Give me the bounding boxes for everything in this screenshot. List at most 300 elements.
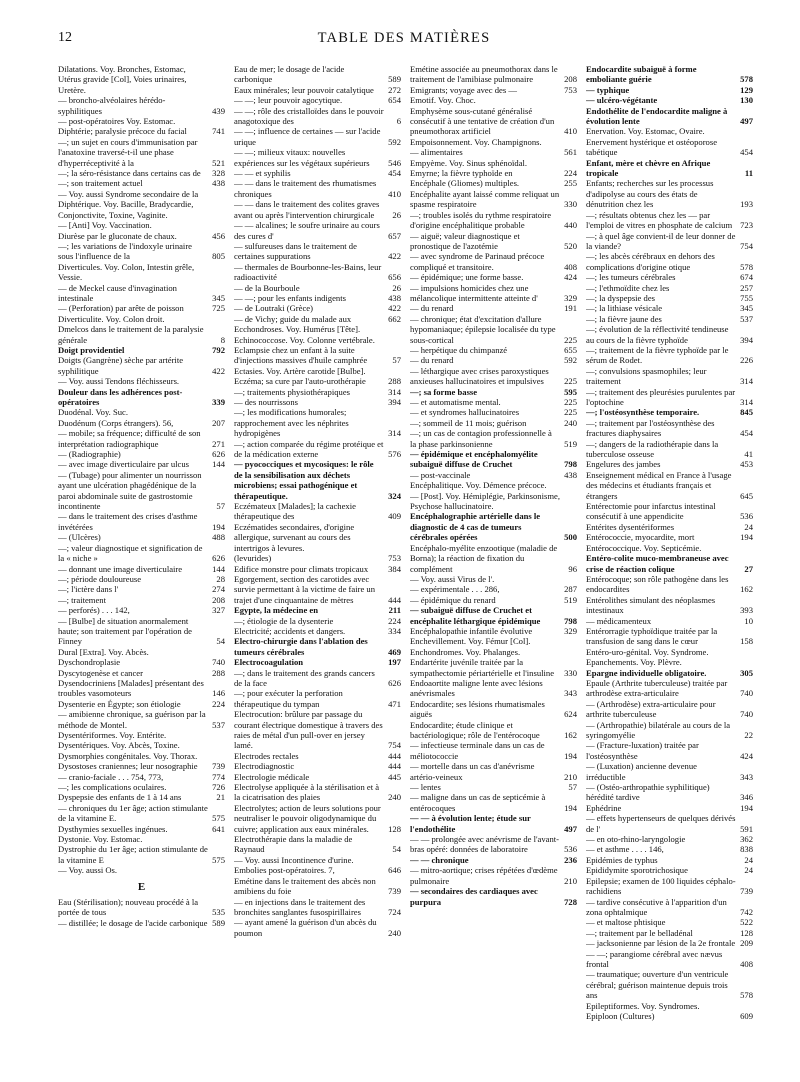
entry-page-number: 578 <box>740 990 753 1001</box>
entry-page-number: 792 <box>212 344 225 355</box>
entry-text: — — chronique <box>410 854 469 865</box>
entry-page-number: 162 <box>740 584 753 595</box>
entry-page-number: 520 <box>564 240 577 251</box>
entry-text: Eczémateux [Malades]; la cachexie thérapeutique des <box>234 501 356 522</box>
index-entry <box>58 782 225 792</box>
entry-page-number: 522 <box>740 917 753 928</box>
entry-text: Eau (Stérilisation); nouveau procédé à la portée de tous <box>58 896 199 918</box>
entry-page-number: 240 <box>388 792 401 803</box>
index-entry <box>410 106 577 137</box>
index-entry <box>586 574 753 595</box>
entry-page-number: 488 <box>212 532 225 543</box>
entry-page-number: 255 <box>564 178 577 189</box>
index-entry <box>586 137 753 158</box>
index-entry <box>586 647 753 657</box>
index-entry <box>586 761 753 782</box>
entry-page-number: 589 <box>212 917 225 928</box>
index-entry <box>586 210 753 231</box>
page-header <box>58 30 750 52</box>
entry-text: —; troubles isolés du rythme respiratoire d'origine encéphalitique probable <box>410 209 552 231</box>
entry-text: Epileptiformes. Voy. Syndromes. <box>586 1000 700 1011</box>
index-entry <box>410 168 577 178</box>
entry-text: Entérococcique. Voy. Septicémie. <box>586 542 702 553</box>
entry-page-number: 740 <box>740 688 753 699</box>
index-entry <box>234 501 401 522</box>
entry-text: Entérolithes simulant des néoplasmes intestinaux <box>586 594 716 616</box>
index-entry <box>234 782 401 803</box>
index-entry <box>58 595 225 605</box>
entry-page-number: 591 <box>740 823 753 834</box>
entry-page-number: 240 <box>388 927 401 938</box>
index-entry <box>410 418 577 428</box>
index-entry <box>58 709 225 730</box>
entry-page-number: 26 <box>392 209 401 220</box>
entry-text: — épidémique; une forme basse. <box>410 272 524 283</box>
index-entry <box>586 345 753 366</box>
entry-text: — expérimentale . . . 286, <box>410 584 500 595</box>
index-entry <box>234 85 401 95</box>
entry-text: — léthargique avec crises paroxystiques anxieuses hallucinatoires et impulsives <box>410 365 549 387</box>
entry-text: Dysostoses craniennes; leur nosographie <box>58 761 198 772</box>
index-entry <box>410 678 577 699</box>
index-entry <box>58 918 225 928</box>
entry-text: — amibienne chronique, sa guérison par la méthode de Montel. <box>58 709 206 730</box>
entry-text: — typhique <box>586 84 630 95</box>
entry-text: — —; milieux vitaux: nouvelles expériences sur les végétaux supérieurs <box>234 147 370 168</box>
entry-text: —; sommeil de 11 mois; guérison <box>410 417 527 428</box>
entry-page-number: 592 <box>564 355 577 366</box>
entry-page-number: 130 <box>740 95 753 106</box>
entry-page-number: 422 <box>212 365 225 376</box>
entry-page-number: 798 <box>564 615 577 626</box>
entry-page-number: 646 <box>388 865 401 876</box>
entry-page-number: 500 <box>564 532 577 543</box>
entry-text: —; les abcès cérébraux en dehors des complications d'origine otique <box>586 251 715 272</box>
index-entry <box>410 491 577 512</box>
entry-page-number: 193 <box>740 199 753 210</box>
index-entry <box>234 688 401 709</box>
entry-page-number: 422 <box>388 303 401 314</box>
entry-text: — post-opératoires Voy. Estomac. <box>58 116 176 127</box>
index-entry <box>58 189 225 199</box>
entry-page-number: 439 <box>212 105 225 116</box>
index-entry <box>410 85 577 95</box>
entry-page-number: 226 <box>740 355 753 366</box>
entry-page-number: 641 <box>212 823 225 834</box>
entry-text: — du renard <box>410 303 454 314</box>
index-entry <box>410 407 577 417</box>
index-entry <box>586 178 753 209</box>
entry-page-number: 440 <box>564 220 577 231</box>
entry-page-number: 57 <box>216 501 225 512</box>
index-entry <box>410 605 577 626</box>
index-entry <box>234 803 401 834</box>
index-entry <box>58 844 225 865</box>
entry-text: Endocardite; étude clinique et bactériologique; rôle de l'entérocoque <box>410 719 540 740</box>
entry-text: — —; parangiome cérébral avec nævus frontal <box>586 948 723 969</box>
entry-page-number: 624 <box>564 709 577 720</box>
entry-text: Diphtérique. Voy. Bacille, Bradycardie, Conjonctivite, Toxine, Vaginite. <box>58 199 194 220</box>
entry-text: — herpétique du chimpanzé <box>410 344 508 355</box>
index-entry <box>234 335 401 345</box>
index-entry <box>586 532 753 542</box>
index-entry <box>58 647 225 657</box>
entry-page-number: 314 <box>388 428 401 439</box>
index-entry <box>586 668 753 678</box>
index-entry <box>58 376 225 386</box>
entry-page-number: 28 <box>216 573 225 584</box>
entry-text: —; les complications oculaires. <box>58 782 167 793</box>
index-entry <box>234 636 401 657</box>
entry-page-number: 305 <box>740 667 753 678</box>
index-entry <box>410 595 577 605</box>
entry-text: — Voy. aussi Syndrome secondaire de la <box>58 188 199 199</box>
entry-text: Electrodes rectales <box>234 750 299 761</box>
entry-page-number: 740 <box>740 709 753 720</box>
entry-text: — [Post]. Voy. Hémiplégie, Parkinsonisme, Psychose hallucinatoire. <box>410 490 560 512</box>
entry-text: Eaux minérales; leur pouvoir catalytique <box>234 84 374 95</box>
entry-text: Egorgement, section des carotides avec survie permettant à la victime de faire un trajet d'une cinquantaine de mètres <box>234 573 376 605</box>
entry-text: —; l'ostéosynthèse temporaire. <box>586 407 700 418</box>
entry-text: —; l'ictère dans l' <box>58 584 119 595</box>
entry-text: — —; influence de certaines — sur l'acide urique <box>234 126 381 147</box>
entry-text: — pyococciques et mycosiques: le rôle de la sensibilisation aux déchets microbiens; essai pathogénique et thérapeutique. <box>234 459 374 501</box>
entry-text: Entérites dysentériformes <box>586 521 675 532</box>
index-entry <box>410 834 577 855</box>
entry-text: Electro-chirurgie dans l'ablation des tumeurs cérébrales <box>234 636 368 657</box>
entry-page-number: 314 <box>740 397 753 407</box>
entry-page-number: 595 <box>564 386 577 397</box>
entry-text: —; traitement par l'ostéosynthèse des fractures diaphysaires <box>586 417 715 439</box>
entry-page-number: 224 <box>564 168 577 179</box>
entry-text: Diverticulite. Voy. Colon droit. <box>58 313 165 324</box>
entry-page-number: 445 <box>388 771 401 782</box>
entry-page-number: 728 <box>564 896 577 907</box>
entry-text: Electrocoagulation <box>234 657 304 668</box>
entry-text: Electrocution: brûlure par passage du courant électrique domestique à travers des raies de métal d'un pull-over en jersey lamé. <box>234 709 383 751</box>
index-entry <box>410 449 577 470</box>
entry-text: (levurides) <box>234 553 272 564</box>
entry-text: Electrothérapie dans la maladie de Raynaud <box>234 834 353 855</box>
entry-page-number: 408 <box>740 958 753 969</box>
entry-text: —; période douloureuse <box>58 573 142 584</box>
index-entry <box>410 366 577 387</box>
index-column-4 <box>586 64 753 1070</box>
entry-page-number: 739 <box>388 886 401 897</box>
entry-page-number: 741 <box>212 126 225 137</box>
entry-page-number: 657 <box>388 230 401 241</box>
index-entry <box>410 251 577 272</box>
entry-text: Encéphalographie artérielle dans le diagnostic de 4 cas de tumeurs cérébrales opérées <box>410 511 541 543</box>
entry-text: — donnant une image diverticulaire <box>58 563 183 574</box>
entry-text: Dmelcos dans le traitement de la paralysie générale <box>58 324 204 345</box>
entry-text: — médicamenteux <box>586 615 652 626</box>
index-entry <box>586 876 753 897</box>
entry-text: Encéphale (Gliomes) multiples. <box>410 178 520 189</box>
entry-text: — de la Bourboule <box>234 282 300 293</box>
index-entry <box>586 501 753 522</box>
index-entry <box>586 782 753 803</box>
index-entry <box>234 220 401 241</box>
entry-page-number: 240 <box>564 417 577 428</box>
index-entry <box>58 418 225 428</box>
index-entry <box>58 345 225 355</box>
entry-text: Ecchondroses. Voy. Humérus [Tête]. <box>234 324 361 335</box>
entry-page-number: 497 <box>564 823 577 834</box>
index-entry <box>410 147 577 157</box>
entry-page-number: 589 <box>388 74 401 85</box>
index-entry <box>234 293 401 303</box>
index-entry <box>58 761 225 771</box>
index-entry <box>586 324 753 345</box>
index-entry <box>234 564 401 574</box>
entry-page-number: 519 <box>564 594 577 605</box>
index-entry <box>410 178 577 188</box>
entry-text: Enervation. Voy. Estomac, Ovaire. <box>586 126 705 137</box>
entry-text: Dysendocriniens [Malades] présentant des troubles vasomoteurs <box>58 677 204 699</box>
entry-page-number: 327 <box>212 605 225 616</box>
entry-text: —; valeur diagnostique et signification de la « niche » <box>58 542 203 564</box>
index-entry <box>586 251 753 272</box>
entry-text: —; l'ethmoïdite chez les <box>586 282 670 293</box>
entry-text: Endocardite subaiguë à forme emboliante guérie <box>586 64 697 85</box>
index-entry <box>410 813 577 834</box>
index-entry <box>586 64 753 85</box>
index-entry <box>586 740 753 761</box>
index-entry <box>586 834 753 844</box>
index-entry <box>586 969 753 1000</box>
entry-text: — — et syphilis <box>234 168 291 179</box>
index-entry <box>58 116 225 126</box>
entry-text: Enseignement médical en France à l'usage des médecins et étudiants français et étrangers <box>586 469 732 501</box>
entry-text: —; dans le traitement des grands cancers de la face <box>234 667 375 688</box>
entry-text: Emétine dans le traitement des abcès non amibiens du foie <box>234 875 376 897</box>
index-entry <box>234 95 401 105</box>
entry-text: — — dans le traitement des rhumatismes chroniques <box>234 178 377 199</box>
entry-page-number: 197 <box>388 657 401 668</box>
entry-page-number: 314 <box>388 386 401 397</box>
index-entry <box>586 470 753 501</box>
entry-page-number: 471 <box>388 698 401 709</box>
entry-text: — subaiguë diffuse de Cruchet et encéphalite léthargique épidémique <box>410 605 541 626</box>
index-entry <box>58 241 225 262</box>
index-entry <box>410 272 577 282</box>
entry-page-number: 257 <box>740 282 753 293</box>
entry-page-number: 207 <box>212 417 225 428</box>
index-entry <box>586 314 753 324</box>
entry-page-number: 521 <box>212 157 225 168</box>
index-entry <box>58 231 225 241</box>
entry-text: Electrolytes; action de leurs solutions pour neutraliser le pouvoir oligodynamique du cuivre; application aux eaux minérales. <box>234 802 381 834</box>
entry-page-number: 57 <box>392 355 401 366</box>
index-entry <box>58 283 225 304</box>
entry-text: —; étiologie de la dysenterie <box>234 615 334 626</box>
entry-text: Embolies post-opératoires. 7, <box>234 865 335 876</box>
entry-text: — secondaires des cardiaques avec purpura <box>410 886 538 907</box>
entry-text: — Voy. aussi Incontinence d'urine. <box>234 854 354 865</box>
index-entry <box>234 324 401 334</box>
entry-page-number: 194 <box>564 802 577 813</box>
entry-text: Echinococcose. Voy. Colonne vertébrale. <box>234 334 375 345</box>
entry-text: Electrolyse appliquée à la stérilisation et à la cicatrisation des plaies <box>234 782 380 803</box>
entry-page-number: 236 <box>564 854 577 865</box>
index-entry <box>58 657 225 667</box>
index-entry <box>586 938 753 948</box>
entry-page-number: 329 <box>564 292 577 303</box>
entry-page-number: 723 <box>740 220 753 231</box>
entry-text: —; traitement de la fièvre typhoïde par le sérum de Rodet. <box>586 344 729 366</box>
index-entry <box>58 897 225 918</box>
index-entry <box>234 168 401 178</box>
index-entry <box>58 616 225 647</box>
entry-page-number: 424 <box>564 272 577 283</box>
entry-text: Epargne individuelle obligatoire. <box>586 667 707 678</box>
entry-text: — et automatisme mental. <box>410 397 501 407</box>
entry-page-number: 194 <box>564 750 577 761</box>
entry-text: — et maltose phtisique <box>586 917 666 928</box>
index-entry <box>586 283 753 293</box>
entry-text: Electrodiagnostic <box>234 761 295 772</box>
entry-text: — en oto-rhino-laryngologie <box>586 834 686 845</box>
index-entry <box>586 387 753 408</box>
index-entry <box>58 564 225 574</box>
index-entry <box>58 605 225 615</box>
entry-text: Douleur dans les adhérences post-opératoires <box>58 386 183 407</box>
entry-text: Dyspepsie des enfants de 1 à 14 ans <box>58 792 182 803</box>
entry-text: Ephédrine <box>586 802 622 813</box>
entry-text: Encéphalo-myélite enzootique (maladie de Borna); la réaction de fixation du complément <box>410 542 558 574</box>
entry-text: Endartérite juvénile traitée par la sympathectomie périartérielle et l'insuline <box>410 657 555 678</box>
entry-page-number: 394 <box>740 334 753 345</box>
entry-page-number: 146 <box>212 688 225 699</box>
entry-text: Electricité; accidents et dangers. <box>234 625 346 636</box>
entry-text: —; évolution de la réflectivité tendineuse au cours de la fièvre typhoïde <box>586 324 729 345</box>
entry-text: — des nourrissons <box>234 397 298 407</box>
entry-text: — avec syndrome de Parinaud précoce compliqué et transitoire. <box>410 251 545 272</box>
entry-text: — et asthme . . . . 146, <box>586 844 664 855</box>
entry-text: —; traitement par le belladénal <box>586 927 693 938</box>
entry-page-number: 726 <box>212 782 225 793</box>
entry-page-number: 162 <box>564 730 577 740</box>
entry-page-number: 27 <box>744 563 753 574</box>
entry-page-number: 575 <box>212 854 225 865</box>
index-entry <box>410 636 577 646</box>
index-entry <box>234 407 401 438</box>
running-title: TABLE DES MATIÈRES <box>317 30 491 46</box>
entry-page-number: 725 <box>212 303 225 314</box>
entry-text: — thermales de Bourbonne-les-Bains, leur radioactivité <box>234 261 382 283</box>
index-entry <box>410 740 577 761</box>
entry-page-number: 469 <box>388 646 401 657</box>
entry-text: Edifice monstre pour climats tropicaux <box>234 563 369 574</box>
entry-text: — — à évolution lente; étude sur l'endothélite <box>410 813 531 834</box>
entry-page-number: 453 <box>740 459 753 470</box>
entry-text: —; la séro-résistance dans certains cas de <box>58 168 201 179</box>
entry-page-number: 314 <box>740 376 753 387</box>
index-entry <box>234 522 401 553</box>
entry-text: — jacksonienne par lésion de la 2e frontale <box>586 938 736 949</box>
entry-page-number: 6 <box>396 116 401 127</box>
entry-page-number: 272 <box>388 84 401 95</box>
index-entry <box>410 865 577 886</box>
entry-page-number: 24 <box>744 521 753 532</box>
entry-text: —; traitements physiothérapiques <box>234 386 350 397</box>
entry-text: Duodénum (Corps étrangers). 56, <box>58 417 174 428</box>
index-entry <box>234 106 401 127</box>
index-entry <box>586 95 753 105</box>
entry-page-number: 739 <box>740 886 753 897</box>
index-entry <box>234 439 401 460</box>
entry-text: Ectasies. Voy. Artère carotide [Bulbe]. <box>234 365 366 376</box>
entry-text: Entérocoque; son rôle pathogène dans les endocardites <box>586 573 729 595</box>
index-entry <box>58 792 225 802</box>
entry-text: Eclampsie chez un enfant à la suite d'injections massives d'huile camphrée <box>234 344 368 366</box>
entry-text: Dysmorphies congénitales. Voy. Thorax. <box>58 750 198 761</box>
entry-text: — et syndromes hallucinatoires <box>410 407 520 418</box>
entry-page-number: 408 <box>564 261 577 272</box>
entry-page-number: 209 <box>740 938 753 949</box>
index-entry <box>586 595 753 616</box>
entry-page-number: 438 <box>212 178 225 189</box>
entry-page-number: 339 <box>212 397 225 407</box>
index-entry <box>410 137 577 147</box>
entry-text: —; un sujet en cours d'immunisation par l'anatoxine traversé-t-il une phase d'hyperréceptivité à la <box>58 136 198 168</box>
entry-text: —; dangers de la radiothérapie dans la tuberculose osseuse <box>586 438 719 460</box>
index-entry <box>58 772 225 782</box>
entry-text: Enfants; recherches sur les processus d'adipolyse au cours des états de dénutrition chez les <box>586 178 714 210</box>
entry-text: Entéro-urо-génital. Voy. Syndrome. <box>586 646 709 657</box>
entry-text: — chroniques du 1er âge; action stimulante de la vitamine E. <box>58 802 208 824</box>
entry-text: Entérococcie, myocardite, mort <box>586 532 695 543</box>
index-entry <box>586 616 753 626</box>
index-entry <box>58 668 225 678</box>
index-entry <box>586 855 753 865</box>
index-entry <box>58 543 225 564</box>
entry-text: Emétine associée au pneumothorax dans le traitement de l'amibiase pulmonaire <box>410 64 558 85</box>
entry-text: Endocardite; ses lésions rhumatismales aiguës <box>410 698 545 720</box>
entry-text: — Voy. aussi Tendons fléchisseurs. <box>58 376 180 387</box>
entry-page-number: 845 <box>740 407 753 418</box>
entry-page-number: 21 <box>216 792 225 803</box>
index-entry <box>58 95 225 116</box>
entry-page-number: 654 <box>388 95 401 106</box>
entry-page-number: 128 <box>740 927 753 938</box>
index-entry <box>234 834 401 855</box>
entry-text: — de Meckel cause d'invagination intestinale <box>58 282 177 303</box>
entry-page-number: 755 <box>740 292 753 303</box>
index-entry <box>58 262 225 283</box>
entry-page-number: 754 <box>740 240 753 251</box>
index-entry <box>58 168 225 178</box>
entry-page-number: 519 <box>564 438 577 449</box>
index-entry <box>58 865 225 875</box>
entry-text: —; la lithiase vésicale <box>586 303 663 314</box>
entry-page-number: 422 <box>388 251 401 262</box>
entry-text: — perforés) . . . 142, <box>58 605 130 616</box>
index-entry <box>410 283 577 304</box>
entry-page-number: 609 <box>740 1010 753 1021</box>
index-entry <box>58 730 225 740</box>
entry-page-number: 224 <box>212 698 225 709</box>
entry-page-number: 225 <box>564 407 577 418</box>
entry-page-number: 328 <box>212 168 225 179</box>
entry-page-number: 578 <box>740 261 753 272</box>
entry-text: — — alcalines; le soufre urinaire au cours des cures d' <box>234 220 380 241</box>
entry-text: Entérorragie typhoïdique traitée par la transfusion de sang dans le cœur <box>586 625 718 647</box>
entry-page-number: 144 <box>212 563 225 574</box>
entry-text: — —; rôle des cristalloïdes dans le pouvoir anagotoxique des <box>234 105 384 127</box>
index-entry <box>410 511 577 542</box>
